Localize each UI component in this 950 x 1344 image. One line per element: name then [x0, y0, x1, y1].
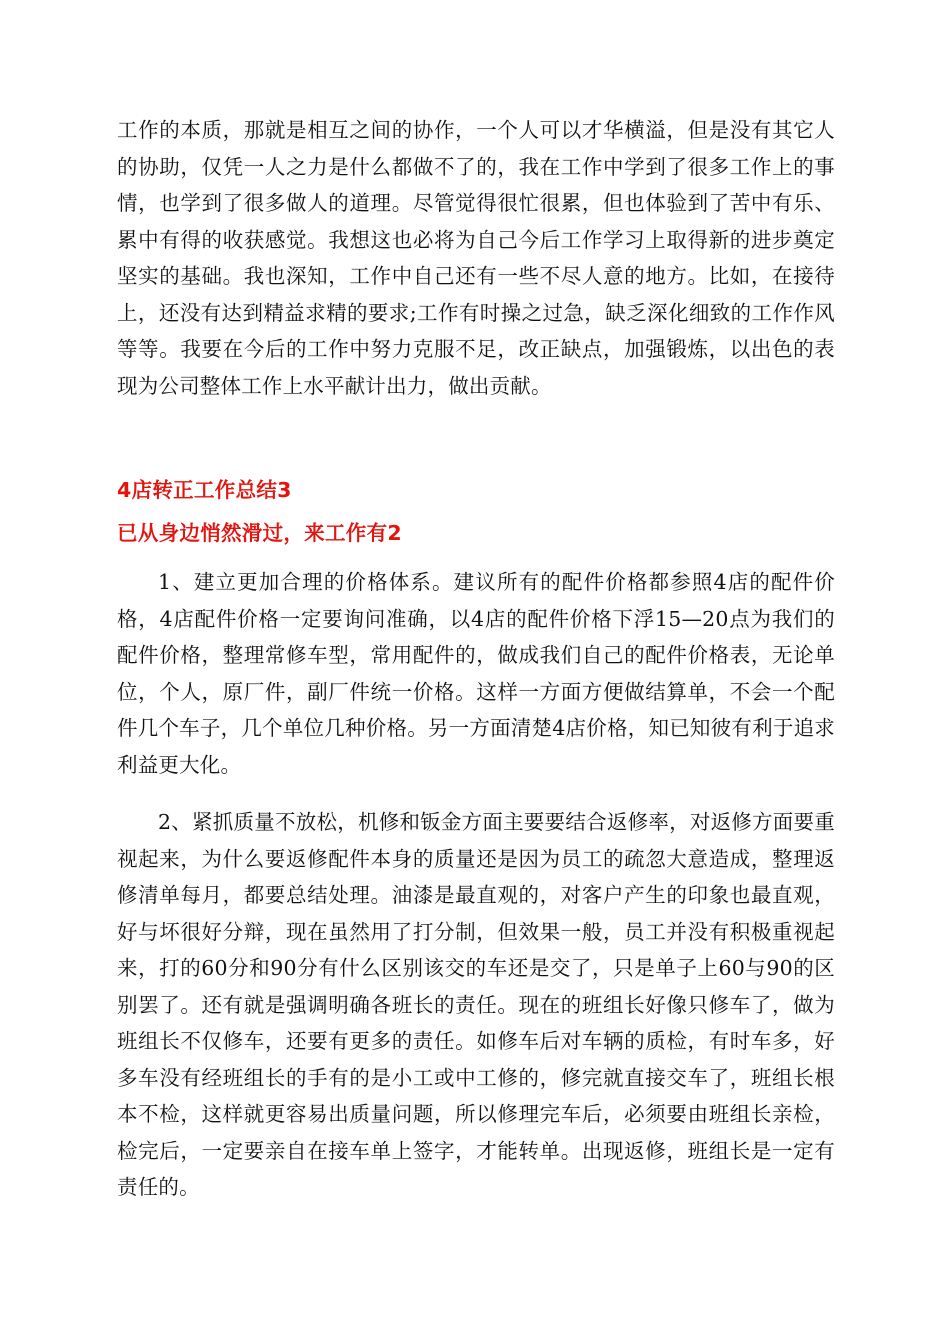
section-heading: 4店转正工作总结3: [117, 478, 292, 502]
body-paragraph-pricing: 1、建立更加合理的价格体系。建议所有的配件价格都参照4店的配件价格，4店配件价格一定要询问准确，以4店的配件价格下浮15—20点为我们的配件价格，整理常修车型，常用配件的，做成我们自己的配件价格表，无论单位，个人，原厂件，副厂件统一价格。这样一方面方便做结算单，不会一个配件几个车子，几个单位几种价格。另一方面清楚4店价格，知已知彼有利于追求利益更大化。: [117, 570, 835, 777]
body-paragraph-quality: 2、紧抓质量不放松，机修和钣金方面主要要结合返修率，对返修方面要重视起来，为什么要返修配件本身的质量还是因为员工的疏忽大意造成，整理返修清单每月，都要总结处理。油漆是最直观的，对客户产生的印象也最直观，好与坏很好分辩，现在虽然用了打分制，但效果一般，员工并没有积极重视起来，打的60分和90分有什么区别该交的车还是交了，只是单子上60与90的区别罢了。还有就是强调明确各班长的责任。现在的班组长好像只修车了，做为班组长不仅修车，还要有更多的责任。如修车后对车辆的质检，有时车多，好多车没有经班组长的手有的是小工或中工修的，修完就直接交车了，班组长根本不检，这样就更容易出质量问题，所以修理完车后，必须要由班组长亲检，检完后，一定要亲自在接车单上签字，才能转单。出现返修，班组长是一定有责任的。: [117, 810, 835, 1199]
section-subheading: 已从身边悄然滑过，来工作有2: [117, 521, 402, 545]
body-paragraph-continuation: 工作的本质，那就是相互之间的协作，一个人可以才华横溢，但是没有其它人的协助，仅凭一人之力是什么都做不了的，我在工作中学到了很多工作上的事情，也学到了很多做人的道理。尽管觉得很忙很累，但也体验到了苦中有乐、累中有得的收获感觉。我想这也必将为自己今后工作学习上取得新的进步奠定坚实的基础。我也深知，工作中自己还有一些不尽人意的地方。比如，在接待上，还没有达到精益求精的要求;工作有时操之过急，缺乏深化细致的工作作风等等。我要在今后的工作中努力克服不足，改正缺点，加强锻炼，以出色的表现为公司整体工作上水平献计出力，做出贡献。: [117, 118, 835, 398]
